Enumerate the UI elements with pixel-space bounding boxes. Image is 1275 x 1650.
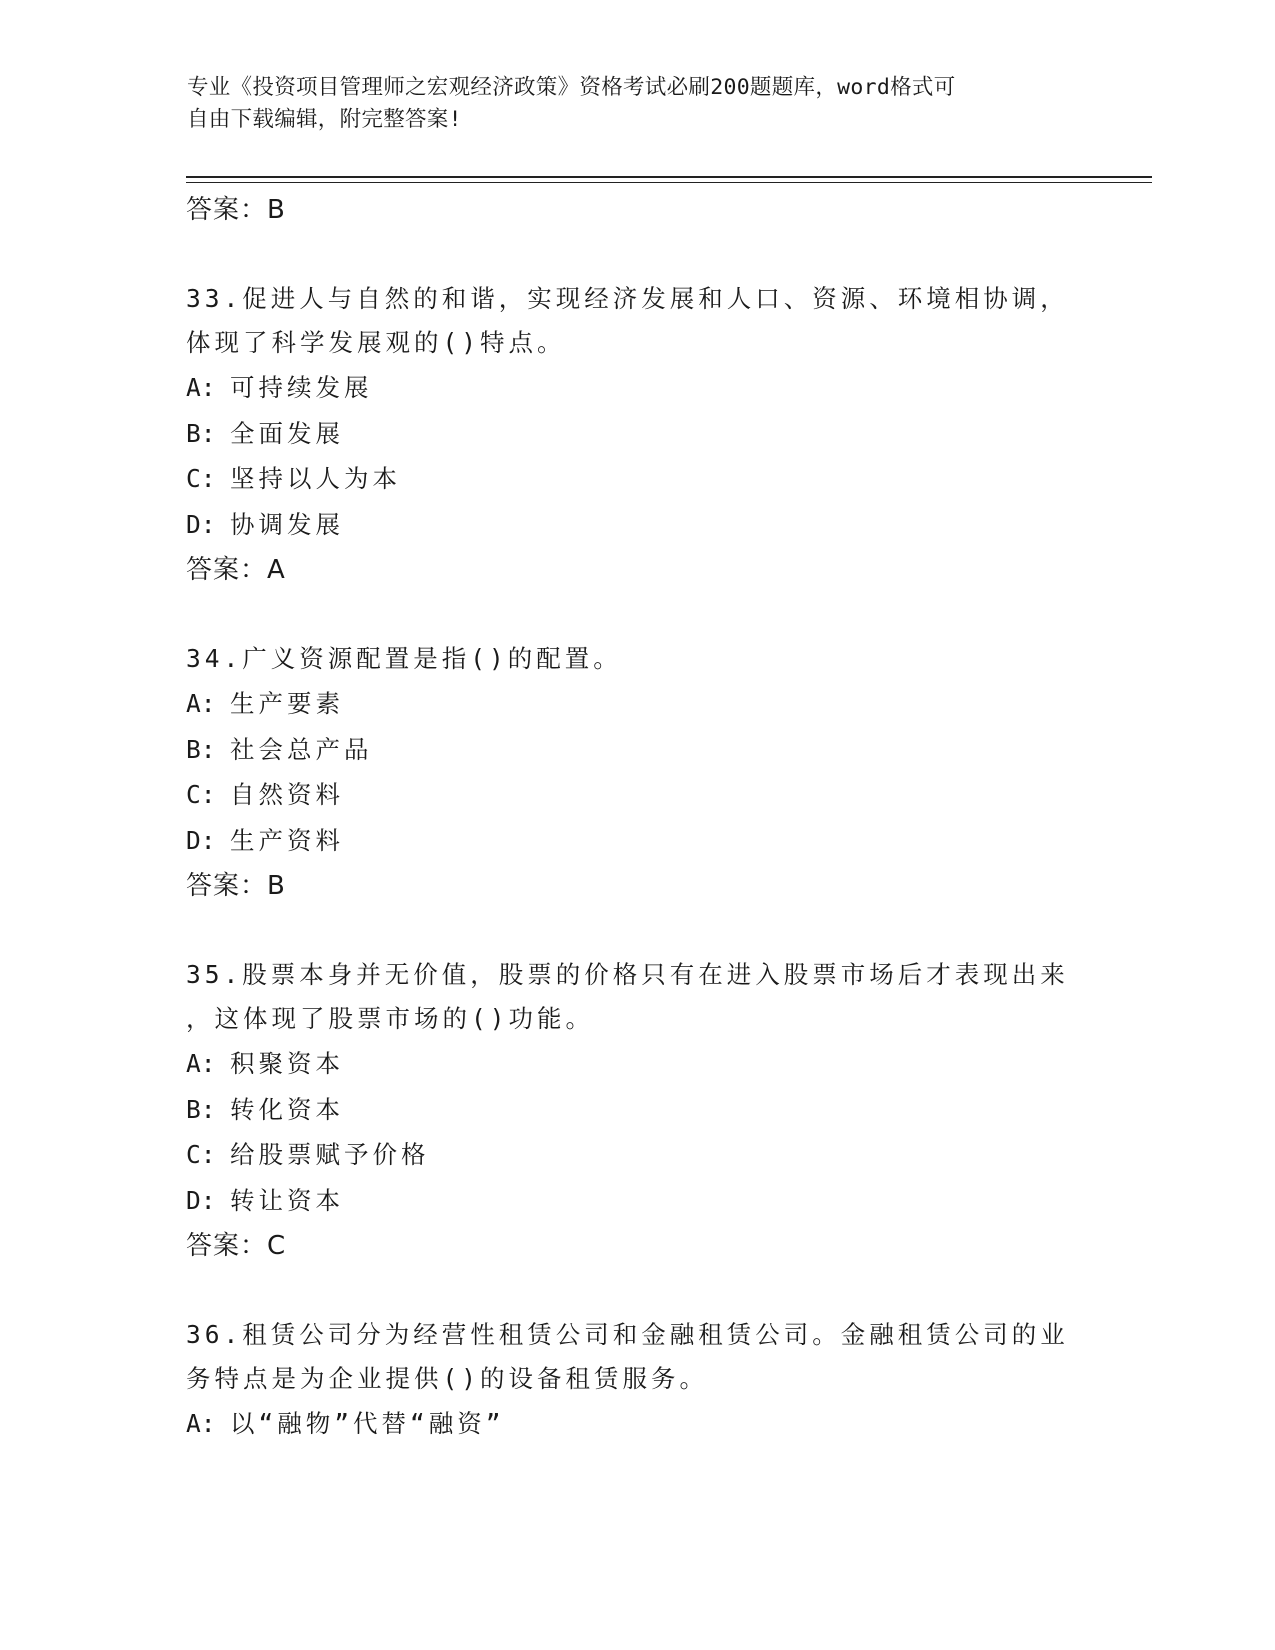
option-key: A: <box>186 689 216 718</box>
question-block-35 <box>186 953 1086 1269</box>
answer-line: 答案：B <box>186 871 286 901</box>
header-line-1: 专业《投资项目管理师之宏观经济政策》资格考试必刷200题题库，word格式可 <box>187 75 956 100</box>
option-text: 全面发展 <box>230 418 344 448</box>
option-b <box>186 411 1086 457</box>
question-text-line: 34.广义资源配置是指()的配置。 <box>186 644 622 673</box>
option-key: B: <box>186 418 216 448</box>
header-divider-thin <box>186 182 1152 183</box>
option-d <box>186 502 1086 548</box>
question-block-36 <box>186 1313 1086 1447</box>
option-text: 自然资料 <box>230 780 344 809</box>
option-key: B: <box>186 1094 216 1124</box>
question-block-33 <box>186 277 1086 593</box>
option-text: 协调发展 <box>230 509 344 539</box>
option-c <box>186 772 1086 818</box>
document-header <box>187 72 1087 136</box>
option-key: C: <box>186 1140 216 1169</box>
question-text-line: 33.促进人与自然的和谐，实现经济发展和人口、资源、环境相协调， <box>186 284 1069 313</box>
option-key: A: <box>186 1049 216 1078</box>
option-key: C: <box>186 464 216 493</box>
option-text: 转化资本 <box>230 1094 344 1124</box>
question-text-line: ，这体现了股票市场的()功能。 <box>186 1004 594 1033</box>
option-text: 以“融物”代替“融资” <box>230 1409 505 1438</box>
question-text-line: 35.股票本身并无价值，股票的价格只有在进入股票市场后才表现出来 <box>186 960 1069 989</box>
option-key: D: <box>186 1185 216 1215</box>
option-a <box>186 1041 1086 1087</box>
option-b <box>186 727 1086 773</box>
answer-line: 答案：B <box>186 195 286 225</box>
option-d <box>186 1178 1086 1224</box>
option-text: 生产资料 <box>230 825 344 855</box>
option-key: A: <box>186 1409 216 1438</box>
option-b <box>186 1087 1086 1133</box>
option-a <box>186 365 1086 411</box>
option-c <box>186 1132 1086 1178</box>
option-text: 生产要素 <box>230 689 344 718</box>
option-text: 社会总产品 <box>230 734 373 764</box>
document-body <box>186 187 1086 1447</box>
option-c <box>186 456 1086 502</box>
question-block-34 <box>186 637 1086 909</box>
option-text: 坚持以人为本 <box>230 464 401 493</box>
answer-line: 答案：C <box>186 1231 287 1261</box>
question-text-line: 体现了科学发展观的()特点。 <box>186 328 566 357</box>
option-text: 积聚资本 <box>230 1049 344 1078</box>
question-text-line: 务特点是为企业提供()的设备租赁服务。 <box>186 1364 708 1393</box>
option-key: D: <box>186 509 216 539</box>
option-a <box>186 1401 1086 1447</box>
answer-line: 答案：A <box>186 555 286 585</box>
question-text-line: 36.租赁公司分为经营性租赁公司和金融租赁公司。金融租赁公司的业 <box>186 1320 1069 1349</box>
option-text: 给股票赋予价格 <box>230 1140 430 1169</box>
option-key: A: <box>186 373 216 402</box>
option-key: D: <box>186 825 216 855</box>
option-key: C: <box>186 780 216 809</box>
option-text: 转让资本 <box>230 1185 344 1215</box>
option-key: B: <box>186 734 216 764</box>
header-line-2: 自由下载编辑，附完整答案! <box>187 107 462 132</box>
option-text: 可持续发展 <box>230 373 373 402</box>
option-a <box>186 681 1086 727</box>
header-divider-thick <box>186 176 1152 178</box>
option-d <box>186 818 1086 864</box>
